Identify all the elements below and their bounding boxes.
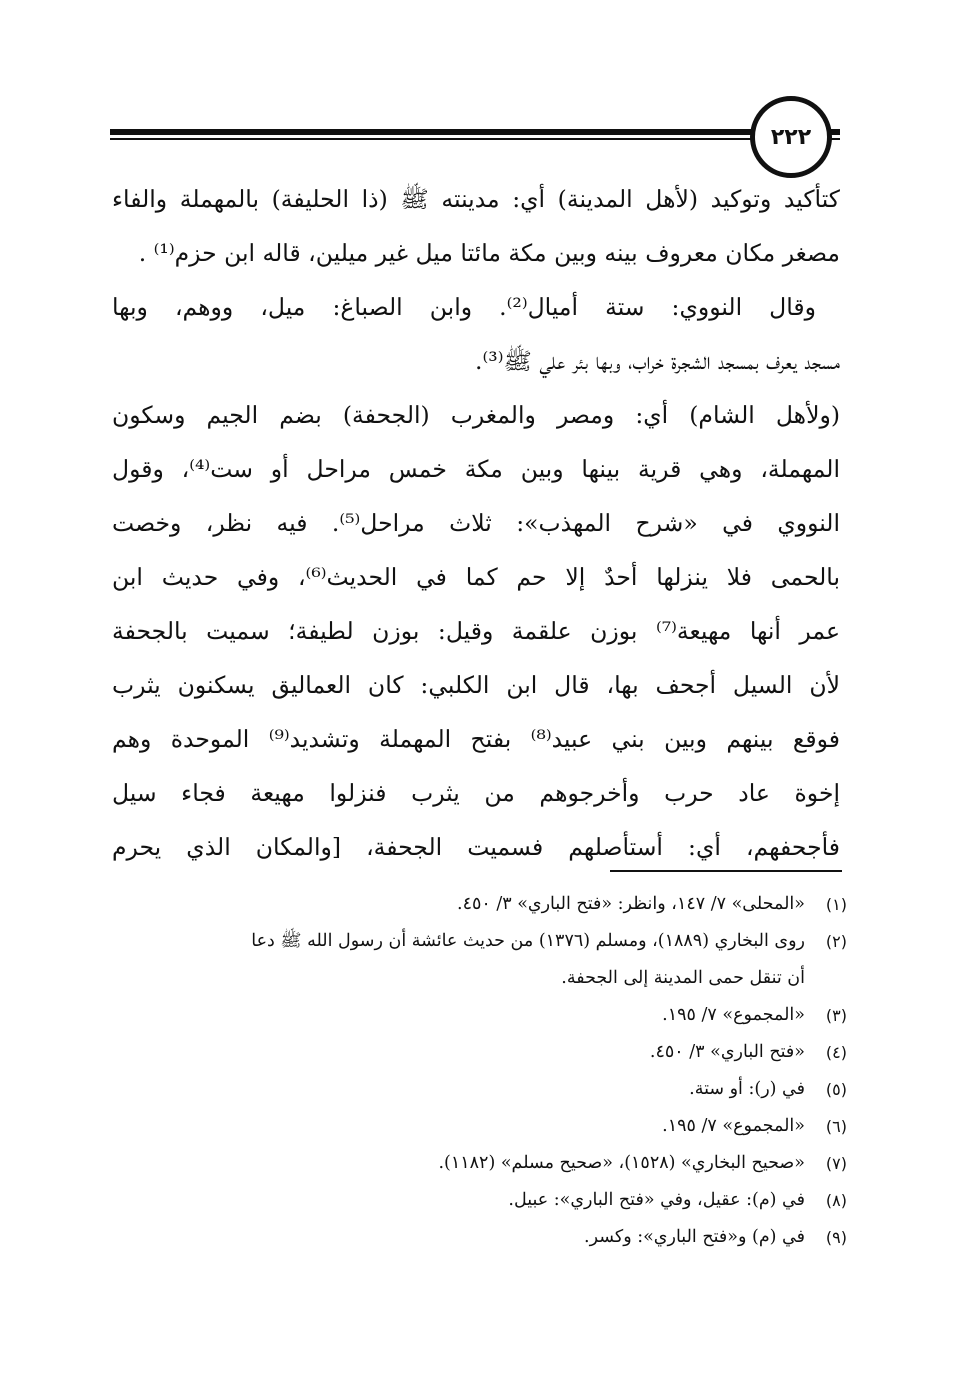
text-line: المهملة، وهي قرية بينها وبين مكة خمس مراحل أو ست⁽⁴⁾، وقول — [112, 455, 840, 483]
footnote — [112, 1034, 847, 1071]
footnote-number: (٤) — [825, 1043, 847, 1062]
text-line: (ولأهل الشام) أي: ومصر والمغرب (الجحفة) بضم الجيم وسكون — [112, 401, 840, 429]
text-line: إخوة عاد حرب وأخرجوهم من يثرب فنزلوا مهيعة فجاء سيل — [112, 779, 840, 807]
page-number: ٢٢٢ — [750, 96, 832, 178]
footnote-text-continued: أن تنقل حمى المدينة إلى الجحفة. — [561, 968, 805, 988]
footnote-text: «صحيح البخاري» (١٥٢٨)، «صحيح مسلم» (١١٨٢). — [438, 1153, 805, 1173]
footnote-text: في (ر): أو ستة. — [689, 1079, 805, 1099]
text-line: لأن السيل أجحف بها، قال ابن الكلبي: كان العماليق يسكنون يثرب — [112, 671, 840, 699]
footnote — [112, 997, 847, 1034]
footnote — [112, 1145, 847, 1182]
footnote-text: في (م): عقيل، وفي «فتح الباري»: عبيل. — [508, 1190, 805, 1210]
footnote — [112, 886, 847, 923]
header-rule-thick — [110, 129, 760, 135]
footnote-divider — [610, 870, 842, 872]
footnote-text: في (م) و«فتح الباري»: وكسر. — [584, 1227, 805, 1247]
footnote-number: (٣) — [825, 1006, 847, 1025]
text-line: عمر أنها مهيعة⁽⁷⁾ بوزن علقمة وقيل: بوزن لطيفة؛ سميت بالجحفة — [112, 617, 841, 645]
footnote-text: «المحلى» ٧/ ١٤٧، وانظر: «فتح الباري» ٣/ ٤٥٠. — [456, 894, 805, 914]
text-line: بالحمى فلا ينزلها أحدٌ إلا حم كما في الحديث⁽⁶⁾، وفي حديث ابن — [112, 563, 841, 591]
footnote — [112, 1182, 847, 1219]
header-rule-thin — [110, 138, 760, 140]
footnote-number: (١) — [825, 895, 847, 914]
main-text — [112, 172, 840, 874]
text-line: مصغر مكان معروف بينه وبين مكة مائتا ميل غير ميلين، قاله ابن حزم⁽¹⁾ . — [138, 239, 840, 267]
footnotes — [112, 886, 847, 1256]
text-line: فوقع بينهم وبين بني عبيد⁽⁸⁾ بفتح المهملة وتشديد⁽⁹⁾ الموحدة وهم — [112, 725, 840, 753]
footnote-text: «المجموع» ٧/ ١٩٥. — [662, 1005, 805, 1025]
footnote-number: (٥) — [825, 1080, 847, 1099]
text-line: كتأكيد وتوكيد (لأهل المدينة) أي: مدينته ﷺ (ذا الحليفة) بالمهملة والفاء — [112, 185, 840, 213]
footnote — [112, 1219, 847, 1256]
footnote-number: (٩) — [825, 1228, 847, 1247]
footnote — [112, 1108, 847, 1145]
footnote-number: (٢) — [825, 932, 847, 951]
footnote — [112, 1071, 847, 1108]
text-line: فأجحفهم، أي: أستأصلهم فسميت الجحفة، [والمكان الذي يحرم — [112, 833, 840, 861]
page-header — [110, 96, 840, 182]
text-line: النووي في «شرح المهذب»: ثلاث مراحل⁽⁵⁾. فيه نظر، وخصت — [112, 509, 841, 537]
footnote-number: (٨) — [825, 1191, 847, 1210]
text-line: مسجد يعرف بمسجد الشجرة خراب، وبها بئر علي ﷺ⁽³⁾. — [475, 347, 840, 375]
footnote-number: (٧) — [825, 1154, 847, 1173]
footnote — [112, 923, 847, 997]
footnote-text: روى البخاري (١٨٨٩)، ومسلم (١٣٧٦) من حديث عائشة أن رسول الله ﷺ دعا — [251, 931, 805, 951]
footnote-text: «المجموع» ٧/ ١٩٥. — [662, 1116, 805, 1136]
text-line: وقال النووي: ستة أميال⁽²⁾. وابن الصباغ: ميل، ووهم، وبها — [112, 293, 816, 321]
footnote-number: (٦) — [825, 1117, 847, 1136]
footnote-text: «فتح الباري» ٣/ ٤٥٠. — [649, 1042, 805, 1062]
